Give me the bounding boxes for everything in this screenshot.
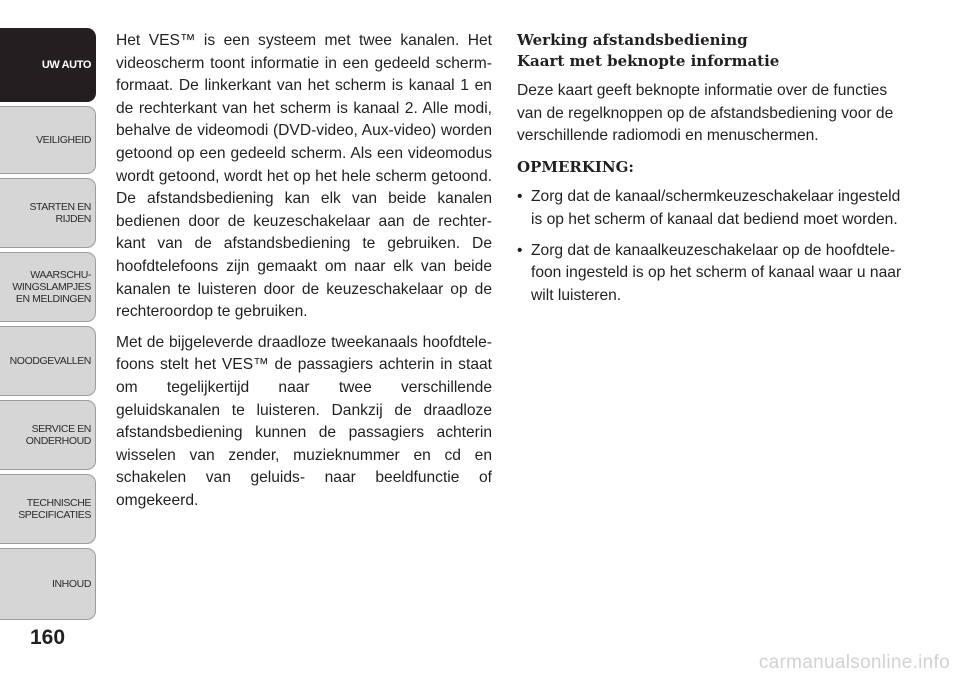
tab-label: TECHNISCHE SPECIFICATIES [18, 497, 91, 521]
bullet-icon: • [517, 188, 523, 206]
note-label: OPMERKING: [517, 157, 634, 176]
tab-label: UW AUTO [41, 59, 91, 71]
tab-uw-auto[interactable] [0, 28, 96, 102]
list-item-text: Zorg dat de kanaalkeuzeschakelaar op de hoofdtelefoon ingesteld is op het scherm of kanaal waar u naar wilt luisteren. [531, 241, 902, 304]
heading-line: Werking afstandsbediening [517, 31, 748, 49]
tab-technische-specificaties[interactable] [0, 474, 96, 544]
note-list [517, 186, 907, 307]
page-number: 160 [30, 626, 66, 649]
intro-paragraph: Deze kaart geeft beknopte informatie over de functies van de regelknoppen op de afstandsbediening voor de verschillende radiomodi en menuschermen. [517, 82, 894, 145]
list-item-text: Zorg dat de kanaal/schermkeuzeschakelaar ingesteld is op het scherm of kanaal dat bediend moet worden. [531, 188, 901, 228]
tab-inhoud[interactable] [0, 548, 96, 620]
bullet-icon: • [517, 241, 523, 259]
tab-label: INHOUD [51, 578, 91, 590]
list-item [517, 186, 907, 231]
tab-waarschuwingslampjes[interactable] [0, 252, 96, 322]
tab-veiligheid[interactable] [0, 106, 96, 174]
section-heading [517, 30, 907, 72]
heading-line: Kaart met beknopte informatie [517, 52, 780, 70]
left-column [116, 30, 492, 520]
tab-label: VEILIGHEID [36, 134, 91, 146]
paragraph: Het VES™ is een systeem met twee kanalen. Het videoscherm toont informatie in een gedeeld schermformaat. De linkerkant van het scherm is kanaal 1 en de rechterkant van het scherm is kanaal 2. Alle modi, behalve de videomodi (DVD-video, Aux-video) worden getoond op een gedeeld scherm. Als een videomodus wordt getoond, wordt het op het hele scherm getoond. De afstandsbediening kan elk van beide kanalen bedienen door de keuzeschakelaar aan de rechterkant van de afstandsbediening te gebruiken. De hoofdtelefoons zijn gemaakt om naar elk van beide kanalen te luisteren door de keuzeschakelaar op de rechteroordop te gebruiken. [116, 32, 492, 321]
tab-label: SERVICE EN ONDERHOUD [25, 423, 91, 447]
tab-service-en-onderhoud[interactable] [0, 400, 96, 470]
list-item [517, 240, 907, 308]
right-column [517, 30, 907, 315]
tab-label: STARTEN EN RIJDEN [29, 201, 91, 225]
chapter-sidebar [0, 0, 98, 640]
paragraph: Met de bijgeleverde draadloze tweekanaals hoofdtelefoons stelt het VES™ de passagiers achterin in staat om tegelijkertijd naar twee verschillende geluidskanalen te luisteren. Dankzij de draadloze afstandsbediening kunnen de passagiers achterin wisselen van zender, muzieknummer en cd en schakelen van geluids- naar beeldfunctie of omgekeerd. [116, 333, 492, 509]
tab-noodgevallen[interactable] [0, 326, 96, 396]
tab-label: WAARSCHU- WINGSLAMPJES EN MELDINGEN [12, 269, 91, 305]
tab-starten-en-rijden[interactable] [0, 178, 96, 248]
tab-label: NOODGEVALLEN [9, 355, 91, 367]
watermark: carmanualsonline.info [758, 652, 950, 673]
